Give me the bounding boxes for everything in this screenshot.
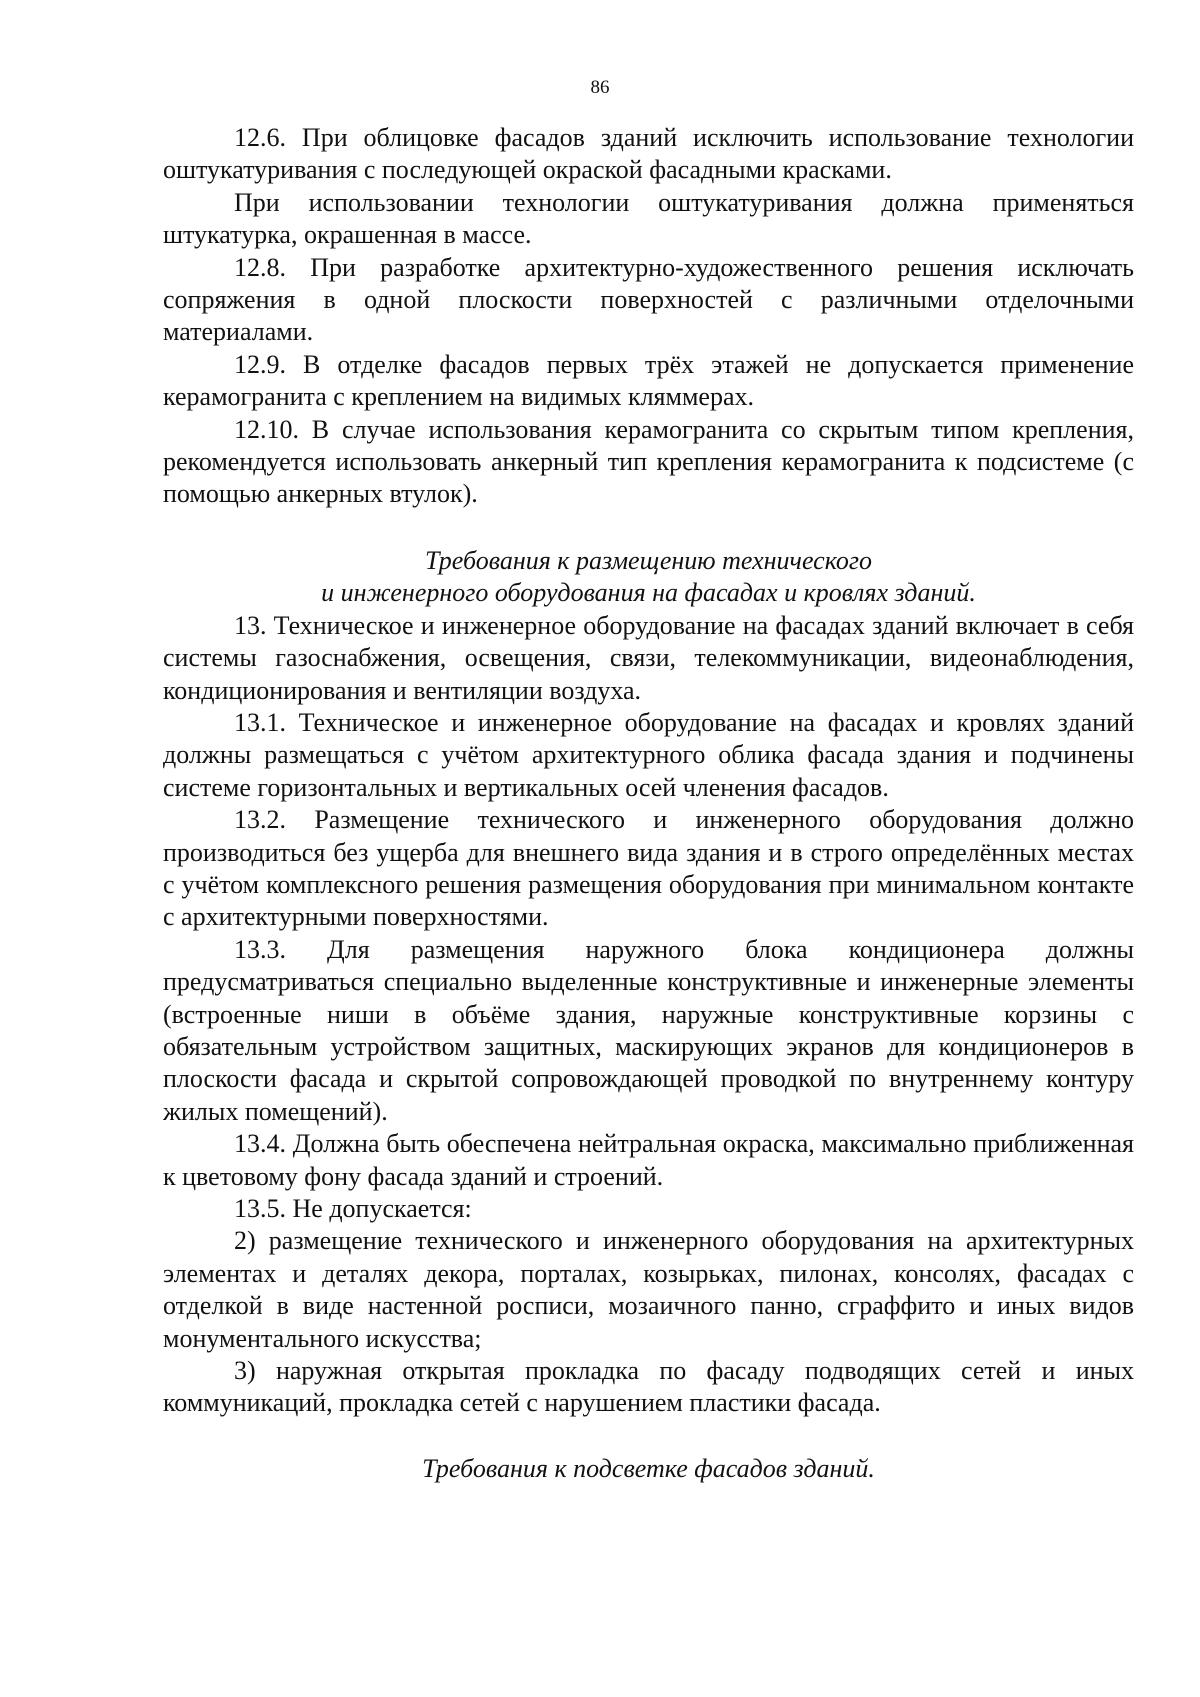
document-body [163,122,1134,1485]
heading-line: Требования к размещению технического [424,545,873,575]
list-item-3: 3) наружная открытая прокладка по фасаду подводящих сетей и иных коммуникаций, прокладка сетей с нарушением пластики фасада. [163,1356,1134,1418]
paragraph-13-5: 13.5. Не допускается: [234,1194,472,1223]
section-heading-lighting [163,1453,1134,1485]
paragraph-plaster: При использовании технологии оштукатуривания должна применяться штукатурка, окрашенная в массе. [163,187,1134,250]
heading-line: Требования к подсветке фасадов зданий. [422,1453,875,1483]
section-spacer [163,1420,1134,1453]
paragraph-13: 13. Техническое и инженерное оборудование на фасадах зданий включает в себя системы газоснабжения, освещения, связи, телекоммуникации, видеонаблюдения, кондиционирования и вентиляции воздуха. [163,610,1134,705]
paragraph-12-8: 12.8. При разработке архитектурно-художественного решения исключать сопряжения в одной плоскости поверхностей с различными отделочными материалами. [163,252,1134,347]
paragraph-12-9: 12.9. В отделке фасадов первых трёх этажей не допускается применение керамогранита с креплением на видимых кляммерах. [163,349,1134,412]
paragraph-13-3: 13.3. Для размещения наружного блока кондиционера должны предусматриваться специально выделенные конструктивные и инженерные элементы (встроенные ниши в объёме здания, наружные конструктивные корзины с обязательным устройством защитных, маскирующих экранов для кондиционеров в плоскости фасада и скрытой сопровождающей проводкой по внутреннему контуру жилых помещений). [163,934,1134,1126]
paragraph-12-6: 12.6. При облицовке фасадов зданий исключить использование технологии оштукатуривания с последующей окраской фасадными красками. [163,123,1134,185]
paragraph-12-10: 12.10. В случае использования керамогранита со скрытым типом крепления, рекомендуется использовать анкерный тип крепления керамогранита к подсистеме (с помощью анкерных втулок). [163,414,1134,509]
paragraph-13-2: 13.2. Размещение технического и инженерного оборудования должно производиться без ущерба для внешнего вида здания и в строго определённых местах с учётом комплексного решения размещения оборудования при минимальном контакте с архитектурными поверхностями. [163,805,1134,932]
paragraph-13-1: 13.1. Техническое и инженерное оборудование на фасадах и кровлях зданий должны размещаться с учётом архитектурного облика фасада здания и подчинены системе горизонтальных и вертикальных осей членения фасадов. [163,707,1134,802]
heading-line: и инженерного оборудования на фасадах и кровлях зданий. [321,578,976,608]
section-spacer [163,511,1134,545]
page-number: 86 [590,77,610,98]
list-item-2: 2) размещение технического и инженерного оборудования на архитектурных элементах и деталях декора, порталах, козырьках, пилонах, консолях, фасадах с отделкой в виде настенной росписи, мозаичного панно, сграффито и иных видов монументального искусства; [163,1226,1134,1353]
section-heading-equipment [163,545,1134,610]
paragraph-13-4: 13.4. Должна быть обеспечена нейтральная окраска, максимально приближенная к цветовому фону фасада зданий и строений. [163,1129,1134,1191]
